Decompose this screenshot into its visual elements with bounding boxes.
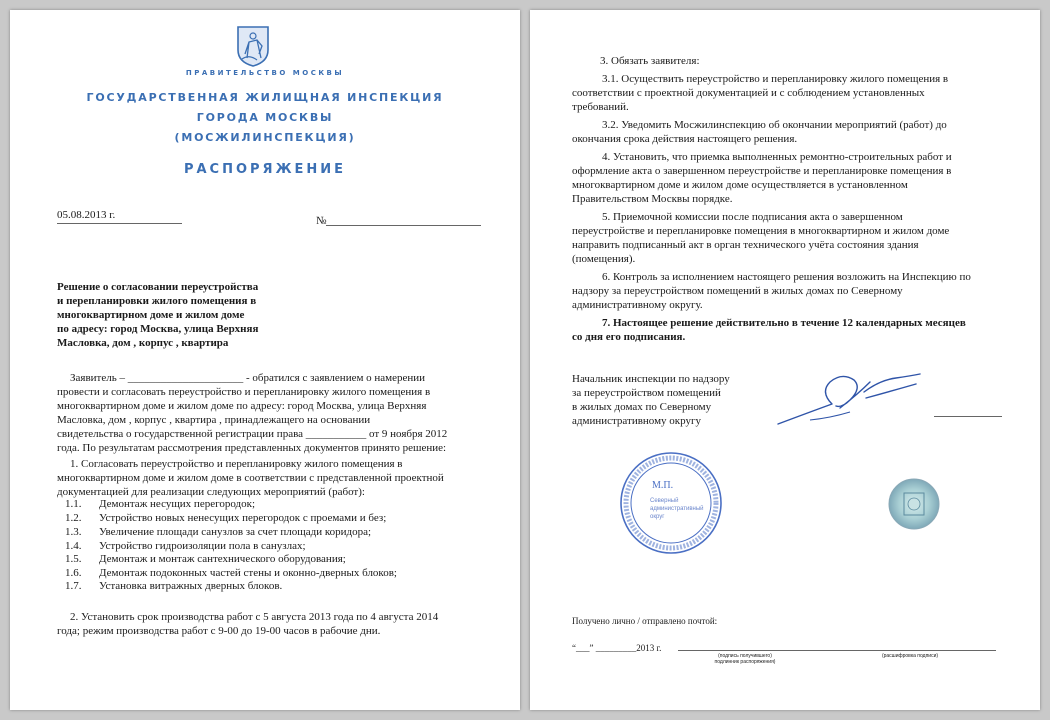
item2-line: 2. Установить срок производства работ с 5 августа 2013 года по 4 августа 2014 — [70, 611, 439, 623]
measure-number: 1.6. — [65, 567, 82, 579]
item3-2-line: окончания срока действия настоящего решения. — [572, 133, 798, 145]
item1-line: 1. Согласовать переустройство и перепланировку жилого помещения в — [70, 458, 403, 470]
official-stamp-icon — [618, 450, 724, 556]
measure-item — [65, 540, 485, 554]
item6-line: административному округу. — [572, 299, 703, 311]
measure-text: Демонтаж несущих перегородок; — [99, 498, 255, 510]
subject-line: Решение о согласовании переустройства — [57, 281, 259, 293]
intro-line: многоквартирном доме и жилом доме по адресу: город Москва, улица Верхняя — [57, 400, 427, 412]
decision-subject — [57, 280, 289, 350]
subject-line: многоквартирном доме и жилом доме — [57, 309, 245, 321]
intro-line: свидетельства о государственной регистрации права ___________ от 9 ноября 2012 — [57, 428, 448, 440]
item7-line: со дня его подписания. — [572, 331, 686, 343]
intro-line: года. По результатам рассмотрения представленных документов принято решение: — [57, 442, 447, 454]
number-underline — [326, 225, 481, 226]
item2-line: года; режим производства работ с 9-00 до 19-00 часов в рабочие дни. — [57, 625, 381, 637]
document-page-1 — [10, 10, 520, 710]
date-underline — [57, 223, 182, 224]
signatory-line: административному округу — [572, 415, 702, 427]
header-inspection-line2: ГОРОДА МОСКВЫ — [196, 111, 334, 124]
signatory-line: в жилых домах по Северному — [572, 401, 712, 413]
caption-signature-line: подлинник распоряжения) — [714, 659, 776, 665]
receipt-date: “___” _________2013 г. — [572, 643, 662, 653]
measure-number: 1.5. — [65, 553, 82, 565]
measure-item — [65, 512, 485, 526]
stamp-inner-line: округ — [650, 514, 665, 520]
number-sign: № — [316, 215, 327, 227]
item1-line: многоквартирном доме и жилом доме в соответствии с представленной проектной — [57, 472, 444, 484]
caption-signature — [690, 653, 800, 665]
item4-line: Правительством Москвы порядке. — [572, 193, 733, 205]
receipt-signature-line — [678, 650, 996, 651]
caption-decode: (расшифровка подписи) — [881, 653, 939, 659]
measure-number: 1.3. — [65, 526, 82, 538]
measure-text: Устройство гидроизоляции пола в санузлах; — [99, 540, 306, 552]
document-date: 05.08.2013 г. — [57, 209, 116, 221]
hologram-sticker-icon — [886, 476, 942, 532]
signature-line — [934, 416, 1002, 417]
item5-line: 5. Приемочной комиссии после подписания акта о завершенном — [602, 211, 903, 223]
moscow-coat-of-arms-icon — [235, 24, 271, 68]
item3-1-line: соответствии с проектной документацией и с соблюдением установленных — [572, 87, 925, 99]
item3-1-line: 3.1. Осуществить переустройство и перепланировку жилого помещения в — [602, 73, 949, 85]
item3-1-line: требований. — [572, 101, 629, 113]
subject-line: и перепланировки жилого помещения в — [57, 295, 257, 307]
measure-item — [65, 580, 485, 594]
stamp-mp: М.П. — [652, 480, 674, 491]
item3-2-line: 3.2. Уведомить Мосжилинспекцию об окончании мероприятий (работ) до — [602, 119, 947, 131]
item4-line: 4. Установить, что приемка выполненных ремонтно-строительных работ и — [602, 151, 952, 163]
item6-line: 6. Контроль за исполнением настоящего решения возложить на Инспекцию по — [602, 271, 971, 283]
measure-item — [65, 498, 485, 512]
received-label: Получено лично / отправлено почтой: — [572, 616, 718, 626]
measure-text: Увеличение площади санузлов за счет площади коридора; — [99, 526, 372, 538]
item6-line: надзору за переустройством помещений в жилых домах по Северному — [572, 285, 903, 297]
header-inspection-line3: (МОСЖИЛИНСПЕКЦИЯ) — [174, 131, 356, 144]
item7-line: 7. Настоящее решение действительно в течение 12 календарных месяцев — [602, 317, 966, 329]
caption-signature-line: (подпись получившего) — [718, 653, 772, 659]
stamp-inner-line: административный — [650, 506, 704, 512]
measure-text: Демонтаж подоконных частей стены и оконно-дверных блоков; — [99, 567, 397, 579]
handwritten-signature-icon — [770, 362, 930, 434]
document-title: РАСПОРЯЖЕНИЕ — [183, 162, 347, 177]
item5-line: переустройстве и перепланировке помещения в многоквартирном и жилом доме — [572, 225, 950, 237]
item3-heading: 3. Обязать заявителя: — [600, 55, 700, 67]
measure-number: 1.2. — [65, 512, 82, 524]
intro-line: Заявитель – _____________________ - обратился с заявлением о намерении — [70, 372, 426, 384]
signatory-line: за переустройством помещений — [572, 387, 721, 399]
measure-item — [65, 553, 485, 567]
subject-line: Масловка, дом , корпус , квартира — [57, 337, 229, 349]
subject-line: по адресу: город Москва, улица Верхняя — [57, 323, 259, 335]
stamp-inner-line: Северный — [650, 498, 679, 504]
header-government: ПРАВИТЕЛЬСТВО МОСКВЫ — [185, 69, 345, 77]
intro-line: Масловка, дом , корпус , квартира , принадлежащего на основании — [57, 414, 371, 426]
item5-line: (помещения). — [572, 253, 636, 265]
header-inspection — [10, 88, 520, 148]
item4-line: оформление акта о завершенном переустройстве и перепланировке помещения в — [572, 165, 952, 177]
item1-line: документацией для реализации следующих мероприятий (работ): — [57, 486, 365, 498]
measure-item — [65, 567, 485, 581]
item5-line: направить подписанный акт в орган технического учёта состояния здания — [572, 239, 919, 251]
signatory-line: Начальник инспекции по надзору — [572, 373, 730, 385]
item4-line: многоквартирном доме и жилом доме осуществляется в установленном — [572, 179, 908, 191]
signatory-title — [572, 372, 772, 428]
intro-line: провести и согласовать переустройство и перепланировку жилого помещения в — [57, 386, 431, 398]
measure-text: Устройство новых ненесущих перегородок с проемами и без; — [99, 512, 387, 524]
measure-number: 1.7. — [65, 580, 82, 592]
measure-text: Демонтаж и монтаж сантехнического оборудования; — [99, 553, 346, 565]
measure-text: Установка витражных дверных блоков. — [99, 580, 283, 592]
measure-item — [65, 526, 485, 540]
document-page-2 — [530, 10, 1040, 710]
header-inspection-line1: ГОСУДАРСТВЕННАЯ ЖИЛИЩНАЯ ИНСПЕКЦИЯ — [86, 91, 444, 104]
measure-number: 1.4. — [65, 540, 82, 552]
measure-number: 1.1. — [65, 498, 82, 510]
